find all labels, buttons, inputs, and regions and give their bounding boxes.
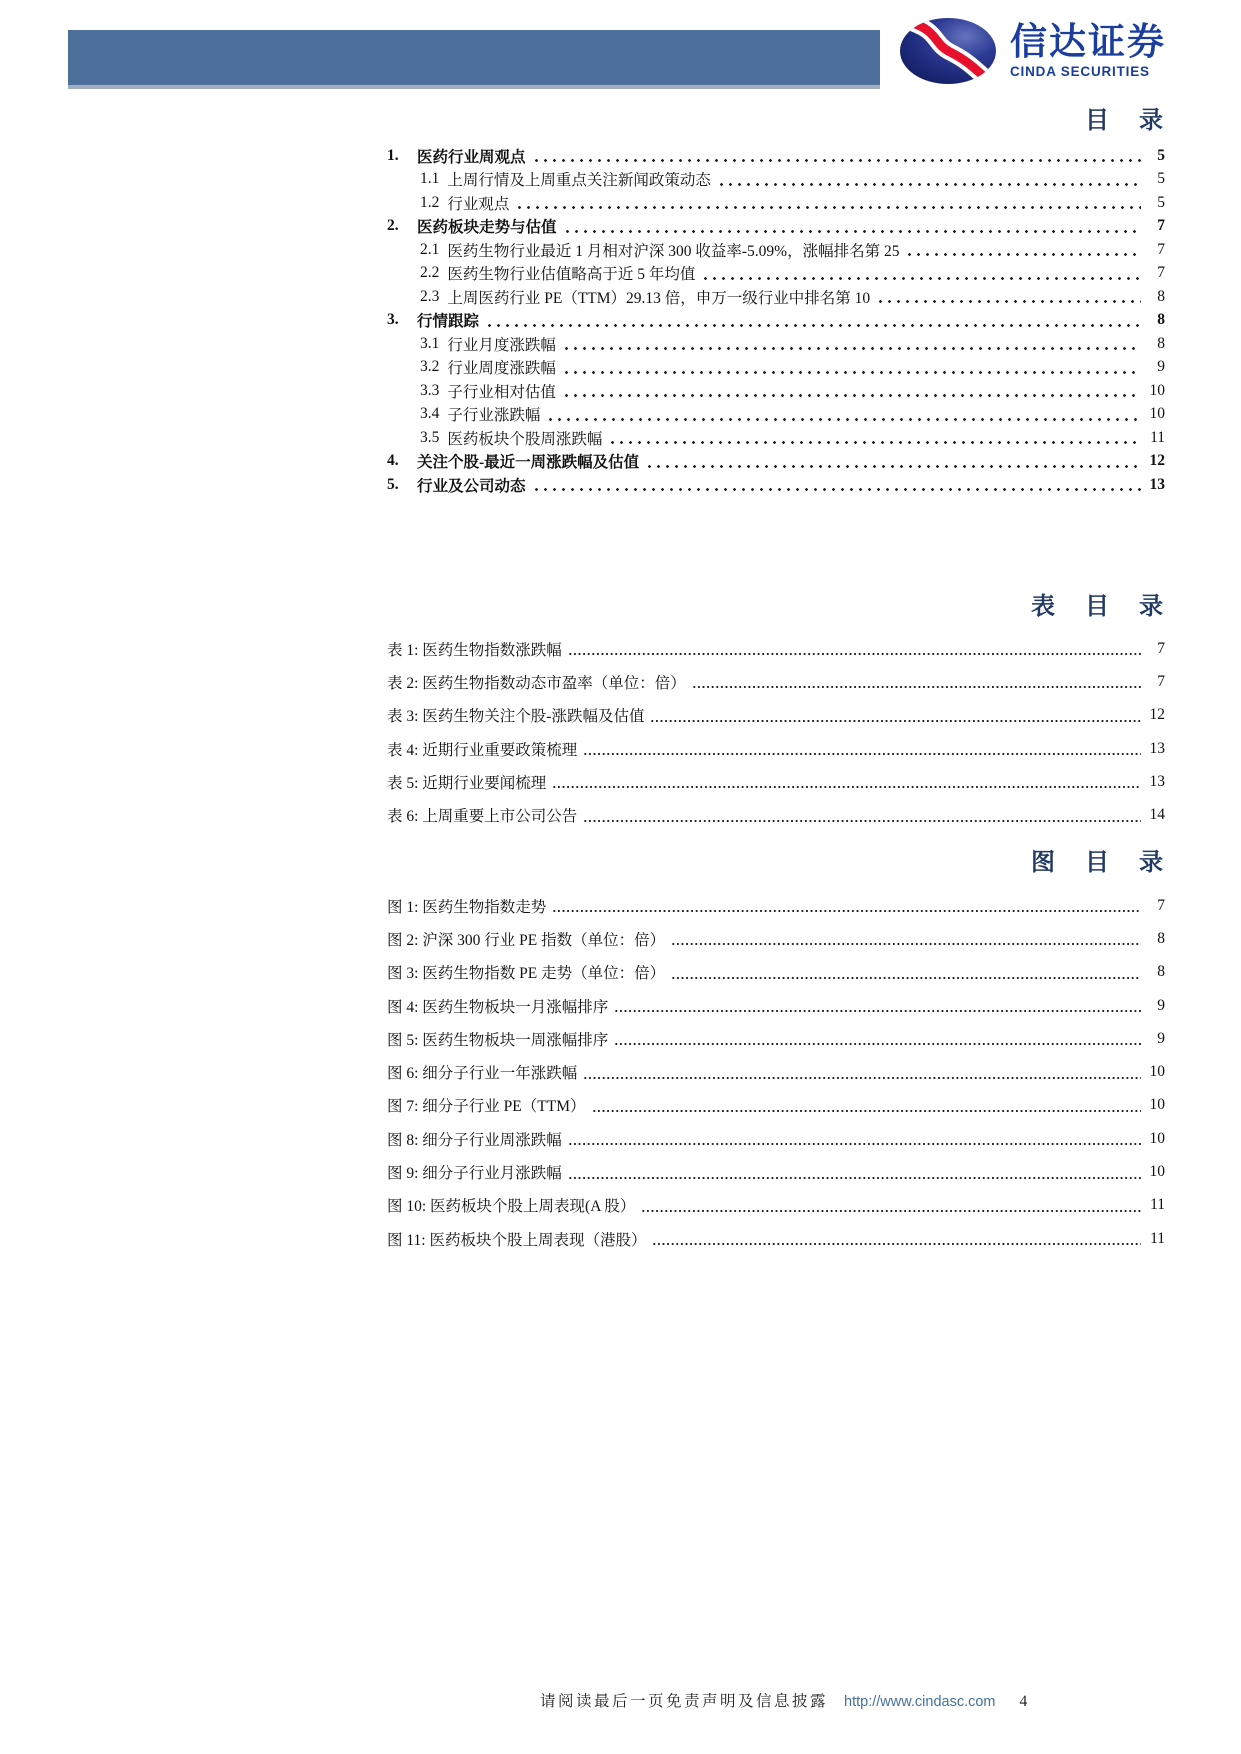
toc-entry[interactable]: [387, 262, 1165, 286]
entry-label: 子行业相对估值: [447, 383, 556, 401]
entry-page-number: 13: [1149, 772, 1165, 790]
entry-label: 表 2: 医药生物指数动态市盈率（单位：倍）: [387, 674, 686, 692]
entry-label: 行业及公司动态: [417, 477, 526, 495]
dotted-leader: [645, 454, 1141, 469]
entry-page-number: 8: [1157, 311, 1165, 329]
entry-label: 行业观点: [447, 195, 510, 213]
dotted-leader: [592, 1098, 1142, 1113]
dotted-leader: [583, 741, 1141, 756]
header-accent-bar: [68, 30, 880, 89]
entry-page-number: 8: [1157, 334, 1165, 352]
toc-entry[interactable]: [387, 144, 1165, 168]
toc-entry[interactable]: [387, 379, 1165, 403]
entry-page-number: 11: [1150, 1229, 1165, 1247]
toc-entry[interactable]: [387, 403, 1165, 427]
dotted-leader: [608, 430, 1141, 445]
entry-number: 3.4: [420, 405, 440, 423]
table-list-entry[interactable]: [387, 632, 1165, 665]
entry-page-number: 8: [1157, 287, 1165, 305]
entry-label: 图 4: 医药生物板块一月涨幅排序: [387, 998, 609, 1016]
toc-entry[interactable]: [387, 238, 1165, 262]
toc-entry[interactable]: [387, 215, 1165, 239]
figure-list-title: 图 目 录: [1031, 850, 1169, 876]
entry-label: 医药板块走势与估值: [417, 219, 557, 237]
entry-label: 图 1: 医药生物指数走势: [387, 898, 547, 916]
entry-label: 医药生物行业估值略高于近 5 年均值: [447, 266, 696, 284]
dotted-leader: [562, 360, 1141, 375]
entry-page-number: 7: [1157, 240, 1165, 258]
entry-label: 表 4: 近期行业重要政策梳理: [387, 741, 578, 759]
entry-page-number: 7: [1157, 264, 1165, 282]
dotted-leader: [562, 336, 1141, 351]
entry-page-number: 10: [1149, 1063, 1165, 1081]
entry-label: 表 6: 上周重要上市公司公告: [387, 808, 578, 826]
entry-page-number: 10: [1149, 1096, 1165, 1114]
figure-list-entry[interactable]: [387, 889, 1165, 922]
entry-page-number: 9: [1157, 996, 1165, 1014]
dotted-leader: [515, 195, 1141, 210]
entry-number: 2.3: [420, 287, 440, 305]
table-list-entry[interactable]: [387, 665, 1165, 698]
entry-label: 表 3: 医药生物关注个股-涨跌幅及估值: [387, 708, 645, 726]
dotted-leader: [485, 313, 1141, 328]
entry-page-number: 7: [1157, 217, 1165, 235]
entry-label: 图 10: 医药板块个股上周表现(A 股）: [387, 1198, 636, 1216]
brand-text: [1010, 23, 1166, 79]
dotted-leader: [568, 1131, 1141, 1146]
toc-title: 目 录: [1085, 108, 1169, 134]
entry-label: 图 11: 医药板块个股上周表现（港股）: [387, 1231, 647, 1249]
toc-entry[interactable]: [387, 450, 1165, 474]
figure-list-entry[interactable]: [387, 1222, 1165, 1255]
entry-label: 表 1: 医药生物指数涨跌幅: [387, 641, 562, 659]
entry-label: 图 3: 医药生物指数 PE 走势（单位：倍）: [387, 965, 666, 983]
dotted-leader: [546, 407, 1141, 422]
toc-entry[interactable]: [387, 168, 1165, 192]
dotted-leader: [568, 1165, 1141, 1180]
dotted-leader: [717, 172, 1141, 187]
cinda-logo-icon: [898, 16, 998, 86]
dotted-leader: [614, 1031, 1141, 1046]
dotted-leader: [652, 1231, 1141, 1246]
entry-label: 图 8: 细分子行业周涨跌幅: [387, 1131, 562, 1149]
dotted-leader: [583, 1065, 1141, 1080]
dotted-leader: [552, 774, 1141, 789]
entry-label: 图 9: 细分子行业月涨跌幅: [387, 1165, 562, 1183]
figure-list-entry[interactable]: [387, 1122, 1165, 1155]
entry-label: 图 7: 细分子行业 PE（TTM）: [387, 1098, 586, 1116]
entry-page-number: 5: [1157, 193, 1165, 211]
table-list-entry[interactable]: [387, 699, 1165, 732]
dotted-leader: [650, 708, 1141, 723]
brand-logo: [898, 16, 1166, 86]
entry-page-number: 12: [1149, 706, 1165, 724]
entry-number: 5.: [387, 475, 399, 493]
entry-label: 医药生物行业最近 1 月相对沪深 300 收益率-5.09%，涨幅排名第 25: [447, 242, 900, 260]
dotted-leader: [583, 808, 1141, 823]
table-list-entry[interactable]: [387, 765, 1165, 798]
entry-number: 3.5: [420, 428, 440, 446]
entry-page-number: 10: [1149, 1163, 1165, 1181]
toc-entry[interactable]: [387, 332, 1165, 356]
footer-disclaimer: 请阅读最后一页免责声明及信息披露: [540, 1693, 829, 1710]
entry-page-number: 10: [1149, 1129, 1165, 1147]
brand-name-cn: 信达证券: [1010, 21, 1166, 63]
entry-label: 行业月度涨跌幅: [447, 336, 556, 354]
entry-page-number: 11: [1150, 428, 1165, 446]
dotted-leader: [641, 1198, 1141, 1213]
dotted-leader: [568, 641, 1141, 656]
entry-page-number: 13: [1149, 475, 1165, 493]
table-list-entry[interactable]: [387, 732, 1165, 765]
toc-entry[interactable]: [387, 426, 1165, 450]
figure-list-entry[interactable]: [387, 1155, 1165, 1188]
entry-page-number: 5: [1157, 146, 1165, 164]
table-list-entry[interactable]: [387, 798, 1165, 831]
entry-page-number: 10: [1149, 381, 1165, 399]
figure-list-entry[interactable]: [387, 1089, 1165, 1122]
entry-number: 1.2: [420, 193, 440, 211]
entry-page-number: 5: [1157, 170, 1165, 188]
entry-label: 行情跟踪: [417, 313, 480, 331]
entry-label: 子行业涨跌幅: [447, 407, 541, 425]
dotted-leader: [692, 674, 1141, 689]
entry-label: 上周医药行业 PE（TTM）29.13 倍，申万一级行业中排名第 10: [447, 289, 871, 307]
entry-page-number: 11: [1150, 1196, 1165, 1214]
figure-list-entry[interactable]: [387, 1022, 1165, 1055]
dotted-leader: [905, 242, 1141, 257]
toc-entry[interactable]: [387, 473, 1165, 497]
dotted-leader: [671, 931, 1141, 946]
entry-page-number: 13: [1149, 739, 1165, 757]
entry-number: 4.: [387, 452, 399, 470]
entry-page-number: 8: [1157, 963, 1165, 981]
entry-page-number: 12: [1149, 452, 1165, 470]
footer-url-link[interactable]: http://www.cindasc.com: [844, 1694, 996, 1710]
entry-page-number: 8: [1157, 929, 1165, 947]
toc-entry[interactable]: [387, 309, 1165, 333]
entry-label: 医药行业周观点: [417, 148, 526, 166]
entry-page-number: 9: [1157, 1029, 1165, 1047]
page-footer: [540, 1689, 1027, 1711]
figure-list: [387, 889, 1165, 1255]
toc-entry[interactable]: [387, 285, 1165, 309]
figure-list-entry[interactable]: [387, 1189, 1165, 1222]
dotted-leader: [701, 266, 1141, 281]
entry-label: 关注个股-最近一周涨跌幅及估值: [417, 454, 640, 472]
entry-number: 2.2: [420, 264, 440, 282]
entry-label: 图 6: 细分子行业一年涨跌幅: [387, 1065, 578, 1083]
toc-entry[interactable]: [387, 191, 1165, 215]
entry-number: 3.3: [420, 381, 440, 399]
toc-entry[interactable]: [387, 356, 1165, 380]
table-list: [387, 632, 1165, 832]
footer-page-number: 4: [1019, 1693, 1028, 1710]
entry-number: 2.1: [420, 240, 440, 258]
entry-label: 上周行情及上周重点关注新闻政策动态: [447, 172, 711, 190]
brand-name-en: CINDA SECURITIES: [1010, 64, 1150, 80]
dotted-leader: [563, 219, 1141, 234]
dotted-leader: [562, 383, 1141, 398]
entry-page-number: 10: [1149, 405, 1165, 423]
figure-list-entry[interactable]: [387, 922, 1165, 955]
entry-number: 3.: [387, 311, 399, 329]
entry-number: 3.1: [420, 334, 440, 352]
entry-number: 1.1: [420, 170, 440, 188]
table-list-title: 表 目 录: [1031, 594, 1169, 620]
toc-list: [387, 144, 1165, 497]
dotted-leader: [532, 477, 1141, 492]
dotted-leader: [876, 289, 1141, 304]
entry-number: 2.: [387, 217, 399, 235]
dotted-leader: [614, 998, 1141, 1013]
dotted-leader: [552, 898, 1141, 913]
entry-label: 图 5: 医药生物板块一周涨幅排序: [387, 1031, 609, 1049]
figure-list-entry[interactable]: [387, 989, 1165, 1022]
entry-page-number: 7: [1157, 672, 1165, 690]
dotted-leader: [532, 148, 1141, 163]
entry-number: 1.: [387, 146, 399, 164]
entry-label: 图 2: 沪深 300 行业 PE 指数（单位：倍）: [387, 931, 666, 949]
entry-label: 医药板块个股周涨跌幅: [447, 430, 603, 448]
figure-list-entry[interactable]: [387, 956, 1165, 989]
entry-page-number: 14: [1149, 806, 1165, 824]
entry-page-number: 7: [1157, 896, 1165, 914]
entry-page-number: 7: [1157, 639, 1165, 657]
entry-label: 行业周度涨跌幅: [447, 360, 556, 378]
dotted-leader: [671, 965, 1141, 980]
figure-list-entry[interactable]: [387, 1055, 1165, 1088]
entry-label: 表 5: 近期行业要闻梳理: [387, 774, 547, 792]
entry-page-number: 9: [1157, 358, 1165, 376]
entry-number: 3.2: [420, 358, 440, 376]
